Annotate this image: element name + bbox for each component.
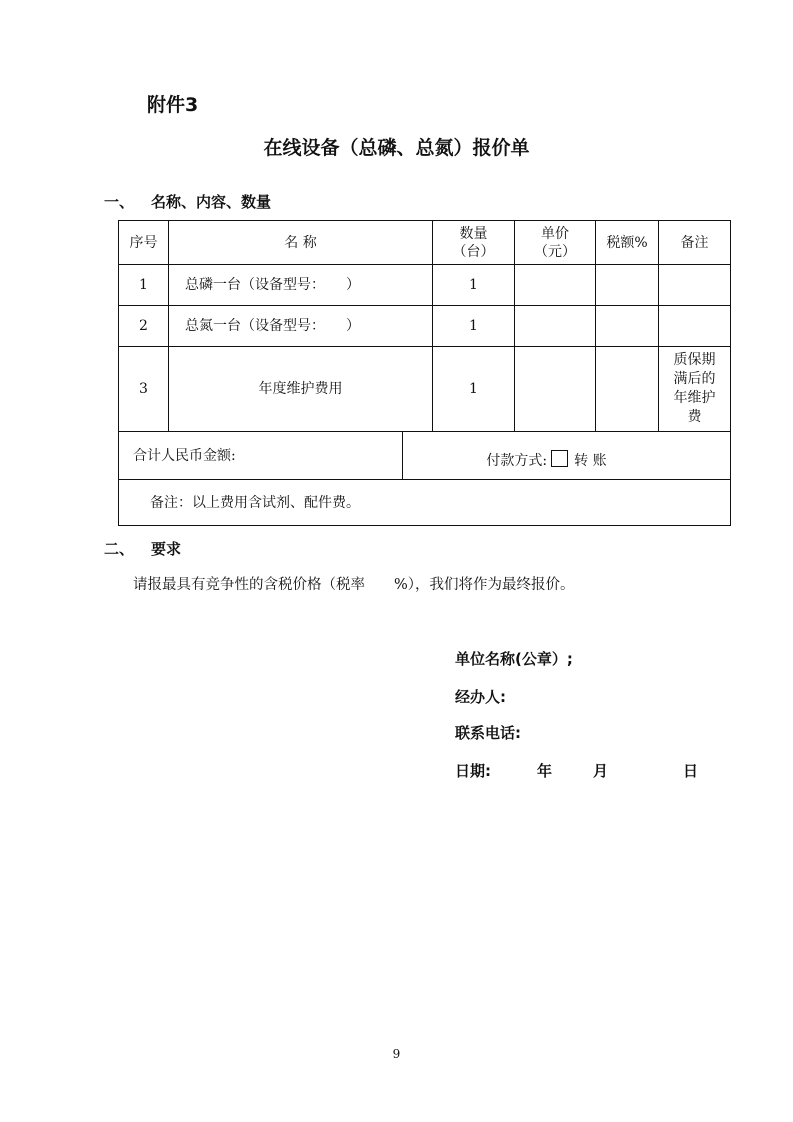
row-name: 年度维护费用 [169,347,433,432]
remark-line: 年维护 [673,390,716,406]
header-tax: 税额% [596,221,659,265]
remark-line: 满后的 [673,371,716,387]
row-remark[interactable] [659,306,731,347]
section-2-label: 要求 [151,540,182,558]
table-total-row [119,432,731,480]
row-remark[interactable] [659,265,731,306]
date-month: 月 [593,762,609,780]
row-tax[interactable] [596,306,659,347]
row-price[interactable] [515,347,596,432]
header-name: 名 称 [169,221,433,265]
row-seq: 2 [119,306,169,347]
table-note-row [119,480,731,526]
row-tax[interactable] [596,265,659,306]
requirement-text: 请报最具有竞争性的含税价格（税率 %），我们将作为最终报价。 [133,577,575,593]
payment-method-label: 付款方式: [486,452,548,469]
row-remark [659,347,731,432]
row-qty: 1 [433,306,515,347]
header-qty-line2: （台） [452,243,495,260]
phone-label: 联系电话: [455,724,521,742]
section-1-heading [104,191,271,212]
header-price [515,221,596,265]
row-seq: 1 [119,265,169,306]
section-1-label: 名称、内容、数量 [151,193,272,211]
table-note: 备注：以上费用含试剂、配件费。 [119,480,731,526]
remark-line: 费 [687,409,702,425]
row-name: 总氮一台（设备型号： ） [169,306,433,347]
payment-method-cell [403,432,731,480]
header-remark: 备注 [659,221,731,265]
payment-option-label: 转 账 [574,452,607,469]
date-label: 日期: [455,762,491,780]
header-price-line2: （元） [534,243,577,260]
date-day: 日 [683,762,699,780]
row-qty: 1 [433,265,515,306]
row-name: 总磷一台（设备型号： ） [169,265,433,306]
row-tax[interactable] [596,347,659,432]
table-header-row [119,221,731,265]
remark-line: 质保期 [673,352,716,368]
quote-table [118,220,731,526]
table-row [119,306,731,347]
date-year: 年 [537,762,553,780]
row-price[interactable] [515,265,596,306]
header-seq: 序号 [119,221,169,265]
section-2-number: 二、 [104,540,135,558]
attachment-label: 附件3 [147,94,199,116]
row-qty: 1 [433,347,515,432]
row-seq: 3 [119,347,169,432]
page-number: 9 [392,1047,401,1061]
company-name-label: 单位名称(公章）; [455,650,573,668]
header-qty [433,221,515,265]
header-qty-line1: 数量 [459,225,488,242]
payment-checkbox[interactable] [551,450,568,467]
total-amount-cell[interactable] [119,432,403,480]
section-2-heading [104,538,181,559]
total-amount-label: 合计人民币金额: [133,447,236,464]
row-price[interactable] [515,306,596,347]
document-title: 在线设备（总磷、总氮）报价单 [263,137,530,159]
table-row [119,347,731,432]
section-1-number: 一、 [104,193,135,211]
table-row [119,265,731,306]
agent-label: 经办人: [455,688,506,706]
header-price-line1: 单价 [541,225,570,242]
